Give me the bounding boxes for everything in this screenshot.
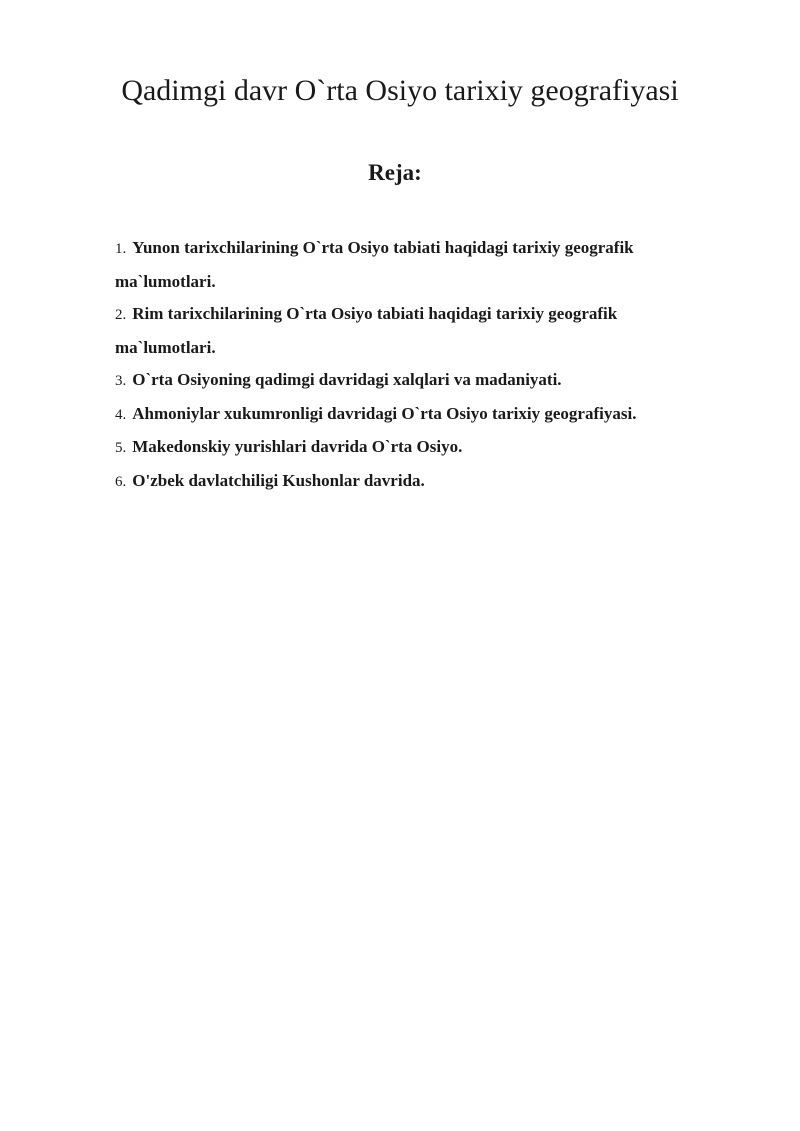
list-item-number: 2.	[115, 307, 127, 323]
list-item-text: Makedonskiy yurishlari davrida O`rta Osiyo.	[132, 437, 463, 456]
page-title: Qadimgi davr O`rta Osiyo tarixiy geografiyasi	[121, 74, 679, 107]
list-item-text: Ahmoniylar xukumronligi davridagi O`rta Osiyo tarixiy geografiyasi.	[132, 403, 637, 423]
list-item-text: Yunon tarixchilarining O`rta Osiyo tabiati haqidagi tarixiy geografik ma`lumotlari.	[115, 238, 634, 291]
list-item-text: O'zbek davlatchiligi Kushonlar davrida.	[132, 470, 425, 490]
list-item	[115, 431, 715, 465]
plan-list	[115, 232, 715, 498]
list-item	[115, 298, 715, 364]
list-item-number: 6.	[115, 473, 127, 490]
list-item-number: 4.	[115, 406, 127, 423]
list-item-number: 5.	[115, 440, 127, 456]
list-item	[115, 398, 715, 432]
list-item-number: 3.	[115, 373, 127, 389]
list-item-text: Rim tarixchilarining O`rta Osiyo tabiati haqidagi tarixiy geografik ma`lumotlari.	[115, 304, 618, 357]
list-item-number: 1.	[115, 241, 127, 257]
list-item	[115, 364, 715, 398]
plan-heading: Reja:	[368, 160, 422, 185]
list-item	[115, 232, 715, 298]
list-item	[115, 465, 715, 499]
list-item-text: O`rta Osiyoning qadimgi davridagi xalqlari va madaniyati.	[132, 370, 562, 389]
